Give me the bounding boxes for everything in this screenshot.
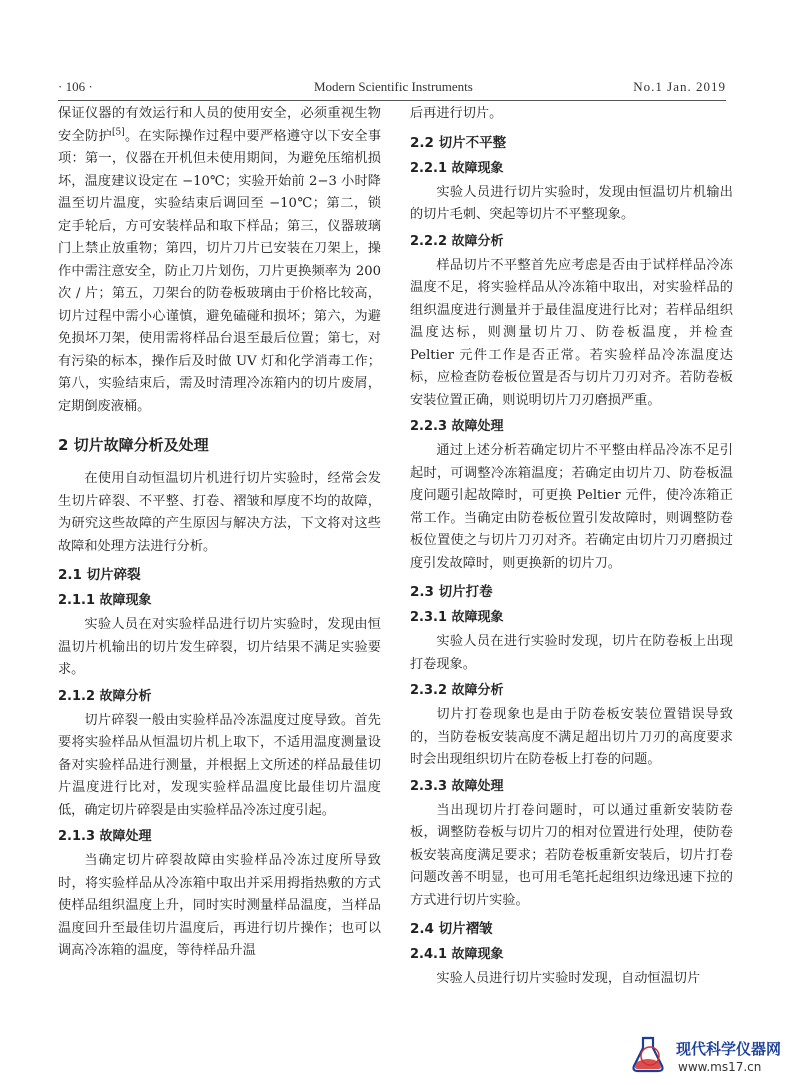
site-watermark [620, 1030, 800, 1085]
section-2-2-1-text: 实验人员进行切片实验时，发现由恒温切片机输出的切片毛刺、突起等切片不平整现象。 [410, 184, 733, 222]
issue-info: No.1 Jan. 2019 [633, 79, 726, 94]
section-2-2-3-title: 2.2.3 故障处理 [410, 419, 504, 434]
section-2-2-2-text: 样品切片不平整首先应考虑是否由于试样样品冷冻温度不足，将实验样品从冷冻箱中取出，对实验样品的组织温度进行测量并于最佳温度进行比对；若样品组织温度达标，则测量切片刀、防卷板温度，并检查 Peltier 元件工作是否正常。若实验样品冷冻温度达标，应检查防卷板位置是否与切片刀刃对齐。若防卷板安装位置正确，则说明切片刀刃磨损严重。 [410, 257, 733, 408]
section-2-4-1-text: 实验人员进行切片实验时发现，自动恒温切片 [436, 971, 701, 986]
section-2-1-3-text: 当确定切片碎裂故障由实验样品冷冻过度所导致时，将实验样品从冷冻箱中取出并采用拇指热敷的方式使样品组织温度上升，同时实时测量样品温度，当样品温度回升至最佳切片温度后，再进行切片操作；也可以调高冷冻箱的温度，等待样品升温 [58, 853, 381, 958]
safety-paragraph [58, 103, 381, 418]
section-2-2-2-title: 2.2.2 故障分析 [410, 233, 504, 249]
section-2-3-3-title: 2.3.3 故障处理 [410, 778, 504, 794]
section-2-3-title: 2.3 切片打卷 [410, 584, 493, 600]
section-2-title: 2 切片故障分析及处理 [58, 436, 209, 454]
section-2-intro: 在使用自动恒温切片机进行切片实验时，经常会发生切片碎裂、不平整、打卷、褶皱和厚度不均的故障，为研究这些故障的产生原因与解决方法，下文将对这些故障和处理方法进行分析。 [58, 471, 381, 554]
continued-text: 后再进行切片。 [410, 106, 503, 121]
section-2-3-1-title: 2.3.1 故障现象 [410, 610, 504, 625]
section-2-2-1-title: 2.2.1 故障现象 [410, 160, 504, 176]
header-rule [58, 100, 726, 101]
section-2-4-title: 2.4 切片褶皱 [410, 921, 493, 937]
section-2-2-3-text: 通过上述分析若确定切片不平整由样品冷冻不足引起时，可调整冷冻箱温度；若确定由切片刀、防卷板温度问题引起故障时，可更换 Peltier 元件，使冷冻箱正常工作。当确定由防卷板位置引发故障时，则调整防卷板位置使之与切片刀刃对齐。若确定由切片刀刃磨损过度引发故障时，则更换新的切片刀。 [410, 443, 733, 571]
section-2-3-1-text: 实验人员在进行实验时发现，切片在防卷板上出现打卷现象。 [410, 634, 733, 672]
running-header [58, 79, 726, 97]
section-2-3-2-text: 切片打卷现象也是由于防卷板安装位置错误导致的，当防卷板安装高度不满足超出切片刀刃的高度要求时会出现组织切片在防卷板上打卷的问题。 [410, 707, 733, 767]
safety-text-b: 。在实际操作过程中要严格遵守以下安全事项：第一，仪器在开机但未使用期间，为避免压缩机损坏，温度建议设定在 −10℃；实验开始前 2−3 小时降温至切片温度，实验结束后调回至 −10℃；第二，锁定手轮后，方可安装样品和取下样品；第三，仪器玻璃门上禁止放重物；第四，切片刀片已安装在刀架上，操作中需注意安全，防止刀片划伤，刀片更换频率为 200 次 / 片；第五，刀架台的防卷板玻璃由于价格比较高，切片过程中需小心谨慎，避免磕碰和损坏；第六，为避免损坏刀架，使用需将样品台退至最后位置；第七，对有污染的标本，操作后及时做 UV 灯和化学消毒工作；第八，实验结束后，需及时清理冷冻箱内的切片废屑，定期倒废液桶。 [58, 128, 382, 414]
page-number: · 106 · [58, 79, 93, 94]
left-column [58, 103, 381, 963]
flask-logo-icon [628, 1034, 668, 1074]
section-2-3-2-title: 2.3.2 故障分析 [410, 683, 504, 698]
journal-name: Modern Scientific Instruments [314, 79, 473, 94]
safety-text-a: 保证仪器的有效运行和人员的使用安全，必须重视生物安全防护 [58, 106, 381, 144]
watermark-title: 现代科学仪器网 [676, 1040, 782, 1058]
citation-ref: [5] [111, 127, 125, 138]
section-2-1-1-title: 2.1.1 故障现象 [58, 593, 152, 608]
watermark-url[interactable]: www.ms17.cn [678, 1060, 762, 1074]
section-2-2-title: 2.2 切片不平整 [410, 134, 507, 151]
section-2-3-3-text: 当出现切片打卷问题时，可以通过重新安装防卷板，调整防卷板与切片刀的相对位置进行处理，使防卷板安装高度满足要求；若防卷板重新安装后，切片打卷问题改善不明显，也可用毛笔托起组织边缘迅速下拉的方式进行切片实验。 [410, 802, 733, 908]
section-2-1-2-title: 2.1.2 故障分析 [58, 688, 152, 704]
section-2-1-1-text: 实验人员在对实验样品进行切片实验时，发现由恒温切片机输出的切片发生碎裂，切片结果不满足实验要求。 [58, 617, 381, 677]
section-2-1-2-text: 切片碎裂一般由实验样品冷冻温度过度导致。首先要将实验样品从恒温切片机上取下，不适用温度测量设备对实验样品进行测量，并根据上文所述的样品最佳切片温度进行比对，发现实验样品温度比最佳切片温度低，确定切片碎裂是由实验样品冷冻过度引起。 [58, 712, 381, 818]
section-2-4-1-title: 2.4.1 故障现象 [410, 947, 504, 962]
section-2-1-3-title: 2.1.3 故障处理 [58, 829, 152, 844]
right-column [410, 103, 733, 991]
section-2-1-title: 2.1 切片碎裂 [58, 567, 141, 583]
